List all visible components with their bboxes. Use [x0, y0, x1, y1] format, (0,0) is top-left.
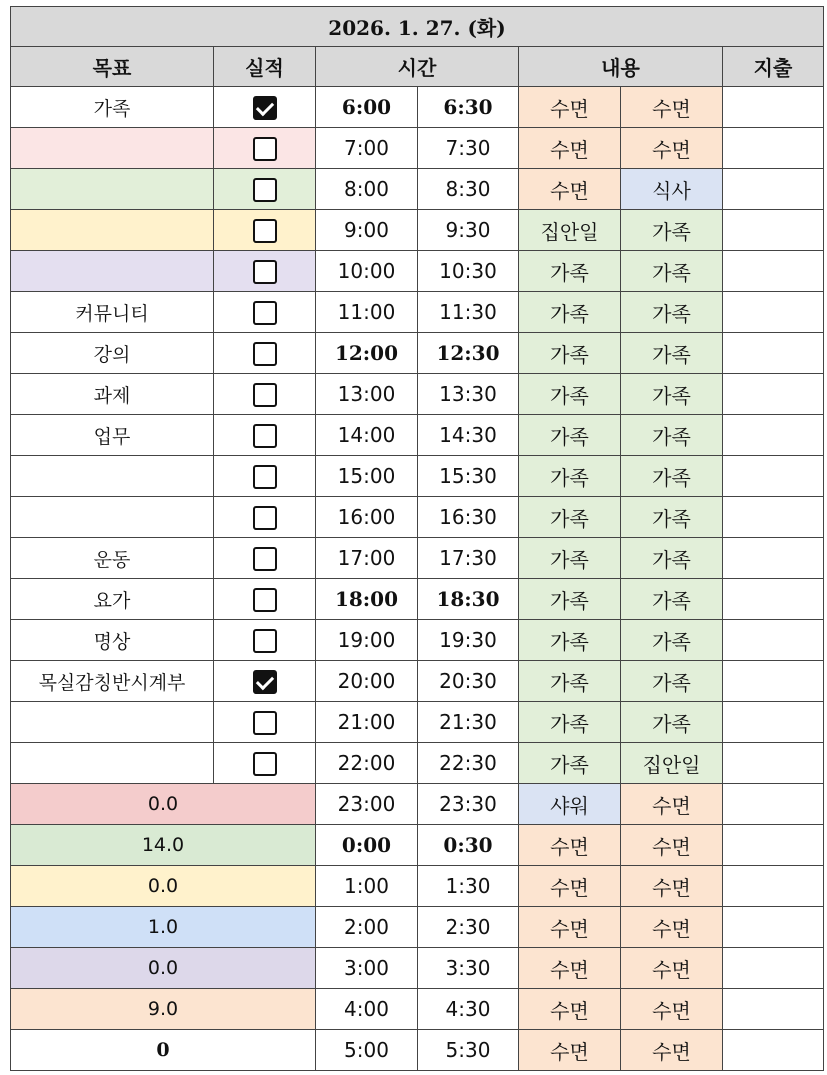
expense-cell[interactable]: [723, 784, 824, 825]
expense-cell[interactable]: [723, 333, 824, 374]
schedule-row: [11, 497, 824, 538]
header-row: [11, 47, 824, 87]
time-start: 3:00: [316, 948, 418, 989]
time-start: 20:00: [316, 661, 418, 702]
goal-cell[interactable]: 요가: [11, 579, 214, 620]
expense-cell[interactable]: [723, 743, 824, 784]
schedule-row: [11, 374, 824, 415]
done-cell: [214, 579, 316, 620]
done-cell: [214, 415, 316, 456]
content-cell[interactable]: 집안일: [621, 743, 723, 784]
time-end: 3:30: [418, 948, 519, 989]
expense-cell[interactable]: [723, 87, 824, 128]
expense-cell[interactable]: [723, 210, 824, 251]
expense-cell[interactable]: [723, 292, 824, 333]
checked-checkbox[interactable]: [253, 670, 277, 694]
content-cell[interactable]: 가족: [519, 743, 621, 784]
content-cell[interactable]: 가족: [621, 251, 723, 292]
content-cell[interactable]: 가족: [519, 579, 621, 620]
done-cell: [214, 456, 316, 497]
done-cell: [214, 87, 316, 128]
time-start: 10:00: [316, 251, 418, 292]
done-cell: [214, 374, 316, 415]
time-end: 17:30: [418, 538, 519, 579]
content-cell[interactable]: 집안일: [519, 210, 621, 251]
goal-cell[interactable]: [11, 456, 214, 497]
done-cell: [214, 743, 316, 784]
time-end: 5:30: [418, 1030, 519, 1071]
time-end: 18:30: [418, 579, 519, 620]
daily-planner-table: [10, 6, 824, 1071]
time-end: 9:30: [418, 210, 519, 251]
schedule-row: [11, 743, 824, 784]
summary-cell: 0.0: [11, 866, 316, 907]
time-start: 18:00: [316, 579, 418, 620]
goal-cell[interactable]: 강의: [11, 333, 214, 374]
content-cell[interactable]: 가족: [621, 661, 723, 702]
content-cell[interactable]: 수면: [519, 128, 621, 169]
content-cell[interactable]: 수면: [621, 948, 723, 989]
content-cell[interactable]: 가족: [621, 374, 723, 415]
schedule-row: [11, 538, 824, 579]
expense-cell[interactable]: [723, 702, 824, 743]
schedule-row: [11, 620, 824, 661]
schedule-row: [11, 87, 824, 128]
goal-cell[interactable]: 목실감칭반시계부: [11, 661, 214, 702]
done-header: 실적: [214, 47, 316, 87]
content-cell[interactable]: 가족: [519, 702, 621, 743]
summary-cell: 0.0: [11, 948, 316, 989]
expense-cell[interactable]: [723, 579, 824, 620]
expense-cell[interactable]: [723, 661, 824, 702]
time-end: 22:30: [418, 743, 519, 784]
done-cell: [214, 128, 316, 169]
content-cell[interactable]: 가족: [519, 292, 621, 333]
goal-cell[interactable]: [11, 743, 214, 784]
summary-row: [11, 866, 824, 907]
content-cell[interactable]: 가족: [519, 251, 621, 292]
content-cell[interactable]: 수면: [621, 128, 723, 169]
expense-cell[interactable]: [723, 415, 824, 456]
time-end: 16:30: [418, 497, 519, 538]
content-cell[interactable]: 수면: [519, 948, 621, 989]
content-cell[interactable]: 수면: [519, 169, 621, 210]
unchecked-checkbox[interactable]: [253, 301, 277, 325]
done-cell: [214, 702, 316, 743]
expense-header: 지출: [723, 47, 824, 87]
schedule-row: [11, 292, 824, 333]
time-end: 6:30: [418, 87, 519, 128]
goal-cell[interactable]: [11, 210, 214, 251]
time-end: 14:30: [418, 415, 519, 456]
goal-cell[interactable]: [11, 702, 214, 743]
content-cell[interactable]: 수면: [519, 866, 621, 907]
time-header: 시간: [316, 47, 519, 87]
time-start: 19:00: [316, 620, 418, 661]
time-start: 14:00: [316, 415, 418, 456]
unchecked-checkbox[interactable]: [253, 178, 277, 202]
content-cell[interactable]: 수면: [621, 866, 723, 907]
content-cell[interactable]: 가족: [621, 415, 723, 456]
expense-cell[interactable]: [723, 497, 824, 538]
expense-cell[interactable]: [723, 169, 824, 210]
expense-cell[interactable]: [723, 251, 824, 292]
time-end: 7:30: [418, 128, 519, 169]
done-cell: [214, 661, 316, 702]
time-start: 1:00: [316, 866, 418, 907]
content-cell[interactable]: 가족: [519, 374, 621, 415]
content-cell[interactable]: 수면: [621, 1030, 723, 1071]
time-end: 1:30: [418, 866, 519, 907]
summary-cell: 14.0: [11, 825, 316, 866]
expense-cell[interactable]: [723, 907, 824, 948]
time-start: 4:00: [316, 989, 418, 1030]
title-row: [11, 7, 824, 47]
content-cell[interactable]: 가족: [519, 538, 621, 579]
expense-cell[interactable]: [723, 374, 824, 415]
time-end: 21:30: [418, 702, 519, 743]
done-cell: [214, 333, 316, 374]
time-start: 23:00: [316, 784, 418, 825]
goal-cell[interactable]: [11, 497, 214, 538]
goal-cell[interactable]: 운동: [11, 538, 214, 579]
schedule-row: [11, 702, 824, 743]
schedule-row: [11, 661, 824, 702]
expense-cell[interactable]: [723, 1030, 824, 1071]
expense-cell[interactable]: [723, 456, 824, 497]
content-cell[interactable]: 가족: [519, 620, 621, 661]
goal-cell[interactable]: 과제: [11, 374, 214, 415]
content-cell[interactable]: 식사: [621, 169, 723, 210]
goal-cell[interactable]: [11, 251, 214, 292]
time-end: 12:30: [418, 333, 519, 374]
content-cell[interactable]: 수면: [519, 989, 621, 1030]
content-cell[interactable]: 수면: [621, 87, 723, 128]
content-cell[interactable]: 가족: [621, 538, 723, 579]
summary-row: [11, 948, 824, 989]
schedule-row: [11, 128, 824, 169]
expense-cell[interactable]: [723, 989, 824, 1030]
content-cell[interactable]: 가족: [621, 456, 723, 497]
time-end: 2:30: [418, 907, 519, 948]
unchecked-checkbox[interactable]: [253, 547, 277, 571]
done-cell: [214, 169, 316, 210]
schedule-row: [11, 579, 824, 620]
summary-total-cell: 0: [11, 1030, 316, 1071]
time-start: 22:00: [316, 743, 418, 784]
time-start: 11:00: [316, 292, 418, 333]
time-start: 9:00: [316, 210, 418, 251]
schedule-row: [11, 415, 824, 456]
content-cell[interactable]: 가족: [519, 333, 621, 374]
done-cell: [214, 292, 316, 333]
time-start: 0:00: [316, 825, 418, 866]
schedule-row: [11, 333, 824, 374]
time-start: 15:00: [316, 456, 418, 497]
content-cell[interactable]: 가족: [621, 620, 723, 661]
unchecked-checkbox[interactable]: [253, 383, 277, 407]
content-cell[interactable]: 가족: [519, 456, 621, 497]
unchecked-checkbox[interactable]: [253, 424, 277, 448]
content-cell[interactable]: 가족: [519, 415, 621, 456]
summary-row: [11, 1030, 824, 1071]
content-cell[interactable]: 가족: [519, 497, 621, 538]
summary-row: [11, 989, 824, 1030]
done-cell: [214, 620, 316, 661]
expense-cell[interactable]: [723, 538, 824, 579]
goal-cell[interactable]: 명상: [11, 620, 214, 661]
summary-row: [11, 825, 824, 866]
schedule-row: [11, 251, 824, 292]
unchecked-checkbox[interactable]: [253, 506, 277, 530]
goal-cell[interactable]: [11, 169, 214, 210]
goal-cell[interactable]: 업무: [11, 415, 214, 456]
summary-cell: 1.0: [11, 907, 316, 948]
content-cell[interactable]: 수면: [621, 989, 723, 1030]
unchecked-checkbox[interactable]: [253, 465, 277, 489]
expense-cell[interactable]: [723, 825, 824, 866]
summary-cell: 9.0: [11, 989, 316, 1030]
time-start: 13:00: [316, 374, 418, 415]
expense-cell[interactable]: [723, 948, 824, 989]
summary-row: [11, 907, 824, 948]
goal-cell[interactable]: [11, 128, 214, 169]
done-cell: [214, 210, 316, 251]
done-cell: [214, 538, 316, 579]
unchecked-checkbox[interactable]: [253, 219, 277, 243]
content-cell[interactable]: 가족: [519, 661, 621, 702]
goal-cell[interactable]: 가족: [11, 87, 214, 128]
schedule-row: [11, 456, 824, 497]
schedule-row: [11, 210, 824, 251]
time-start: 21:00: [316, 702, 418, 743]
time-end: 4:30: [418, 989, 519, 1030]
time-end: 23:30: [418, 784, 519, 825]
unchecked-checkbox[interactable]: [253, 711, 277, 735]
unchecked-checkbox[interactable]: [253, 342, 277, 366]
content-cell[interactable]: 가족: [621, 292, 723, 333]
content-cell[interactable]: 수면: [621, 825, 723, 866]
time-start: 16:00: [316, 497, 418, 538]
content-cell[interactable]: 가족: [621, 333, 723, 374]
content-cell[interactable]: 수면: [519, 825, 621, 866]
time-start: 8:00: [316, 169, 418, 210]
time-end: 10:30: [418, 251, 519, 292]
unchecked-checkbox[interactable]: [253, 260, 277, 284]
content-cell[interactable]: 수면: [519, 907, 621, 948]
time-start: 12:00: [316, 333, 418, 374]
unchecked-checkbox[interactable]: [253, 629, 277, 653]
time-start: 2:00: [316, 907, 418, 948]
done-cell: [214, 251, 316, 292]
date-title: 2026. 1. 27. (화): [11, 7, 824, 47]
time-start: 5:00: [316, 1030, 418, 1071]
time-start: 7:00: [316, 128, 418, 169]
done-cell: [214, 497, 316, 538]
goal-header: 목표: [11, 47, 214, 87]
content-cell[interactable]: 수면: [621, 907, 723, 948]
content-cell[interactable]: 샤워: [519, 784, 621, 825]
summary-cell: 0.0: [11, 784, 316, 825]
time-start: 6:00: [316, 87, 418, 128]
time-end: 0:30: [418, 825, 519, 866]
content-cell[interactable]: 가족: [621, 210, 723, 251]
time-end: 19:30: [418, 620, 519, 661]
expense-cell[interactable]: [723, 128, 824, 169]
schedule-row: [11, 169, 824, 210]
unchecked-checkbox[interactable]: [253, 137, 277, 161]
time-end: 15:30: [418, 456, 519, 497]
unchecked-checkbox[interactable]: [253, 588, 277, 612]
time-end: 8:30: [418, 169, 519, 210]
time-end: 13:30: [418, 374, 519, 415]
content-cell[interactable]: 가족: [621, 702, 723, 743]
expense-cell[interactable]: [723, 866, 824, 907]
content-cell[interactable]: 가족: [621, 579, 723, 620]
content-cell[interactable]: 가족: [621, 497, 723, 538]
content-cell[interactable]: 수면: [519, 87, 621, 128]
content-header: 내용: [519, 47, 723, 87]
time-end: 20:30: [418, 661, 519, 702]
expense-cell[interactable]: [723, 620, 824, 661]
time-start: 17:00: [316, 538, 418, 579]
content-cell[interactable]: 수면: [519, 1030, 621, 1071]
unchecked-checkbox[interactable]: [253, 752, 277, 776]
content-cell[interactable]: 수면: [621, 784, 723, 825]
goal-cell[interactable]: 커뮤니티: [11, 292, 214, 333]
checked-checkbox[interactable]: [253, 96, 277, 120]
time-end: 11:30: [418, 292, 519, 333]
summary-row: [11, 784, 824, 825]
